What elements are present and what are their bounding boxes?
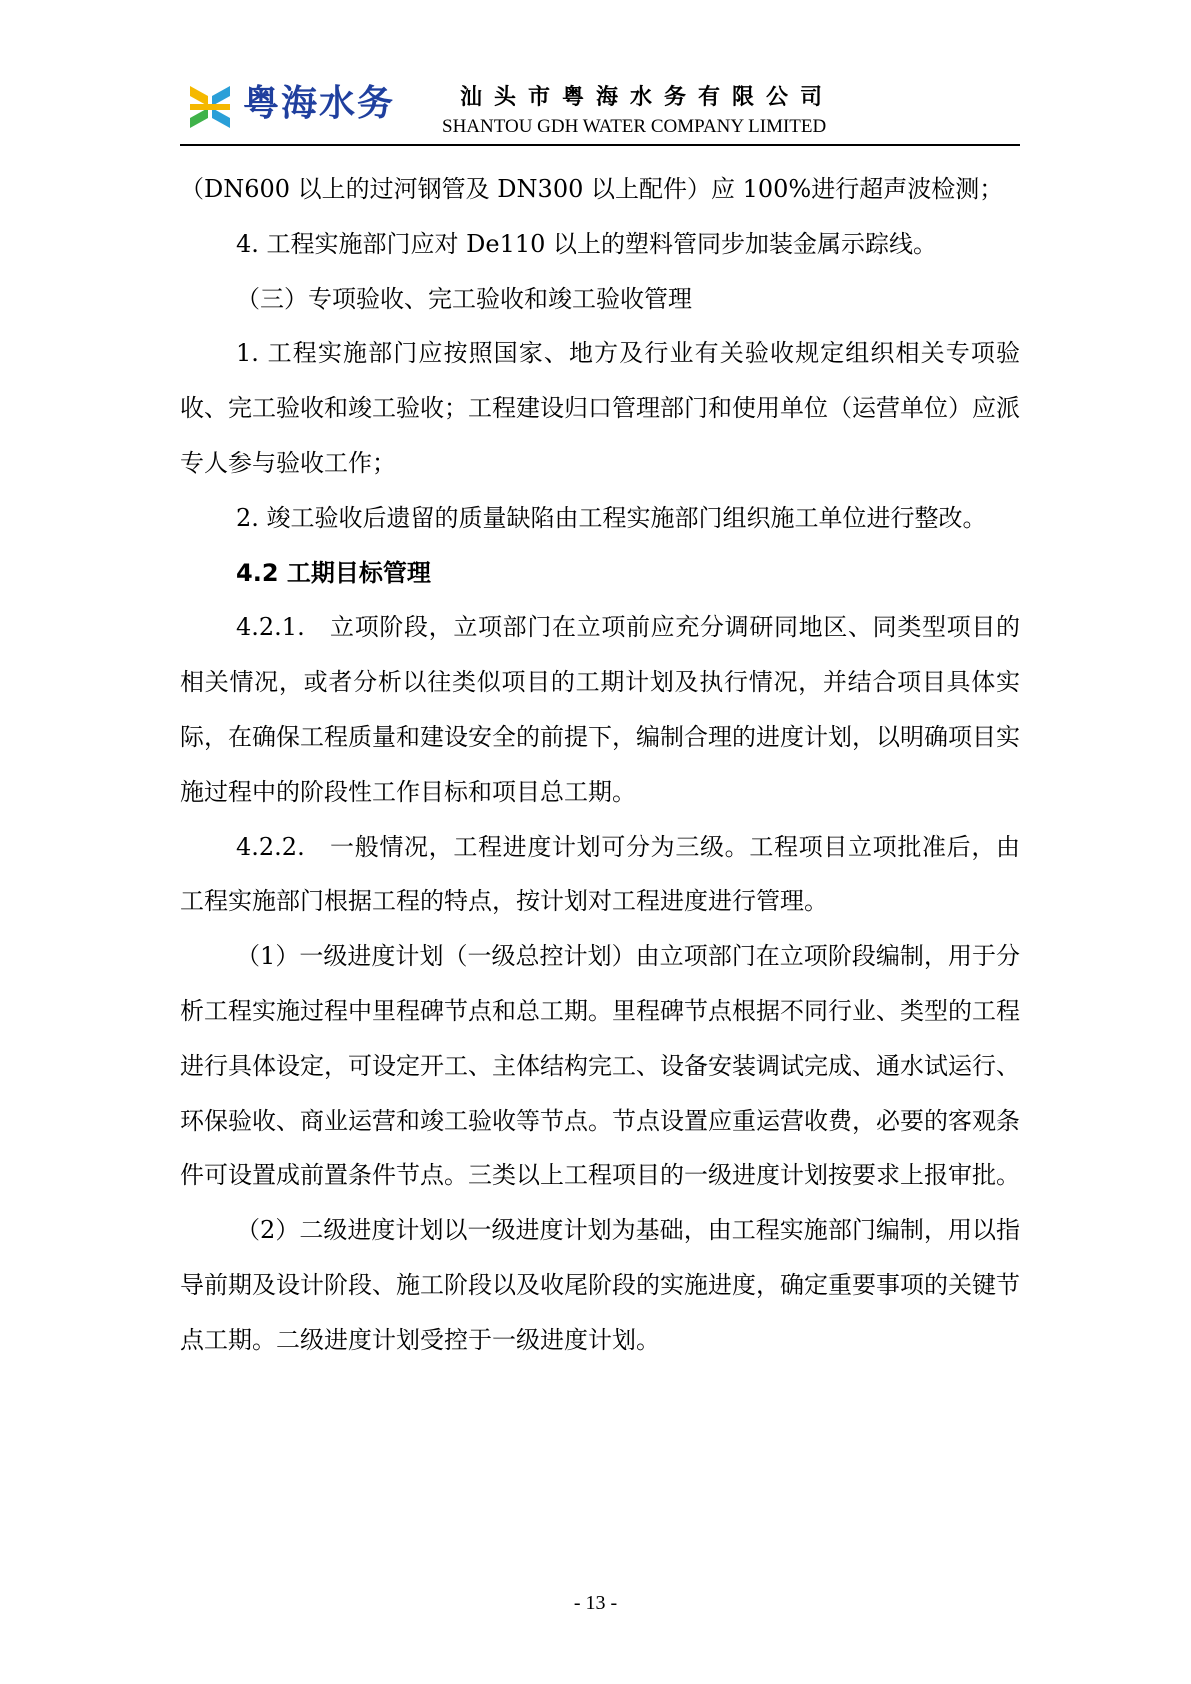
paragraph: 4. 工程实施部门应对 De110 以上的塑料管同步加装金属示踪线。 (236, 229, 938, 258)
document-body (180, 162, 1020, 1368)
paragraph: 2. 竣工验收后遗留的质量缺陷由工程实施部门组织施工单位进行整改。 (236, 503, 987, 532)
paragraph: 4.2.1. 立项阶段，立项部门在立项前应充分调研同地区、同类型项目的相关情况，或者分析以往类似项目的工期计划及执行情况，并结合项目具体实际，在确保工程质量和建设安全的前提下，编制合理的进度计划，以明确项目实施过程中的阶段性工作目标和项目总工期。 (180, 613, 1020, 806)
gdh-logo-icon (186, 82, 234, 132)
company-name-cn: 汕头市粤海水务有限公司 (460, 85, 835, 110)
paragraph: （2）二级进度计划以一级进度计划为基础，由工程实施部门编制，用以指导前期及设计阶段、施工阶段以及收尾阶段的实施进度，确定重要事项的关键节点工期。二级进度计划受控于一级进度计划。 (180, 1216, 1020, 1354)
page-header (180, 72, 1020, 146)
page-number: - 13 - (573, 1592, 618, 1614)
paragraph: 4.2.2. 一般情况，工程进度计划可分为三级。工程项目立项批准后，由工程实施部门根据工程的特点，按计划对工程进度进行管理。 (180, 832, 1020, 916)
section-heading: 4.2 工期目标管理 (236, 558, 431, 587)
paragraph: （DN600 以上的过河钢管及 DN300 以上配件）应 100%进行超声波检测； (180, 175, 1004, 203)
logo-text: 粤海水务 (243, 83, 396, 124)
company-name-en: SHANTOU GDH WATER COMPANY LIMITED (442, 116, 827, 137)
section-subheading: （三）专项验收、完工验收和竣工验收管理 (236, 284, 692, 313)
paragraph: 1. 工程实施部门应按照国家、地方及行业有关验收规定组织相关专项验收、完工验收和竣工验收；工程建设归口管理部门和使用单位（运营单位）应派专人参与验收工作； (180, 339, 1020, 477)
paragraph: （1）一级进度计划（一级总控计划）由立项部门在立项阶段编制，用于分析工程实施过程中里程碑节点和总工期。里程碑节点根据不同行业、类型的工程进行具体设定，可设定开工、主体结构完工、设备安装调试完成、通水试运行、环保验收、商业运营和竣工验收等节点。节点设置应重运营收费，必要的客观条件可设置成前置条件节点。三类以上工程项目的一级进度计划按要求上报审批。 (180, 942, 1020, 1190)
